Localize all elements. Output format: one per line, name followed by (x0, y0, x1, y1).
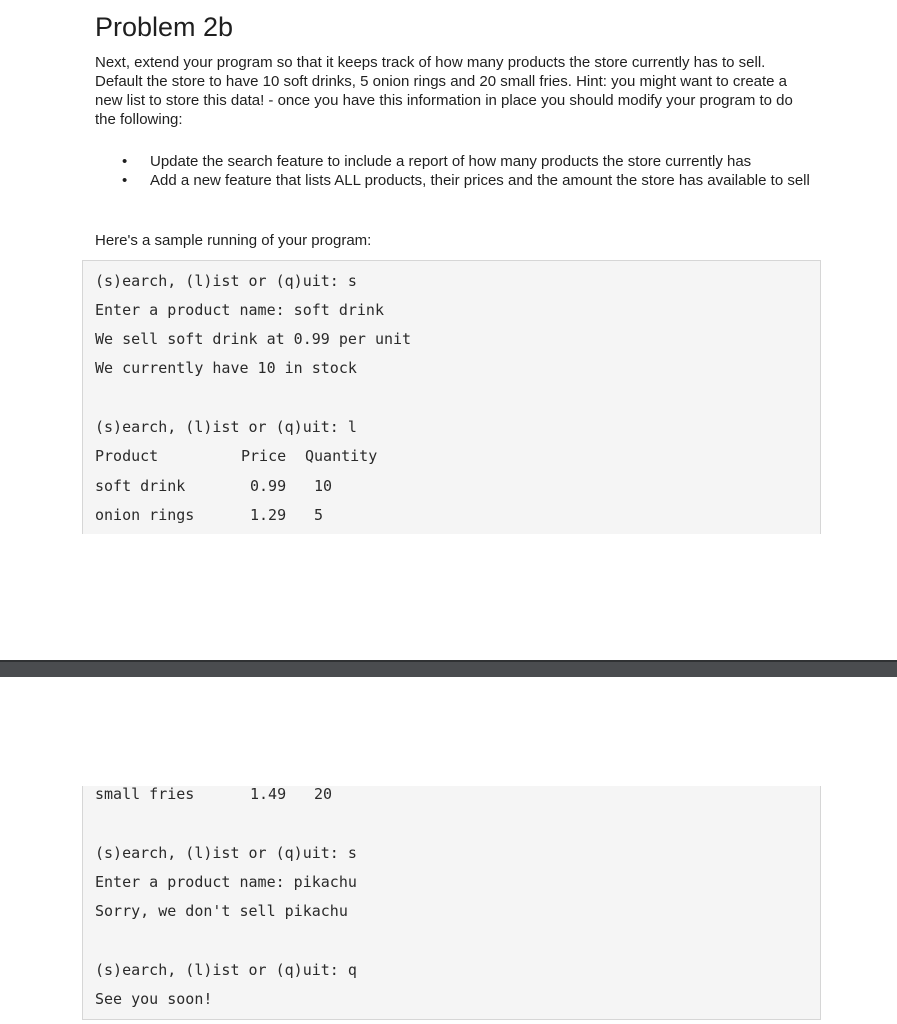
sample-output-block-upper (82, 260, 821, 534)
table-cell-product: onion rings (95, 506, 195, 524)
requirements-list (150, 152, 810, 190)
sample-output-block-lower (82, 786, 821, 1020)
table-header-product: Product (95, 447, 159, 465)
table-cell-price: 0.99 (250, 477, 287, 495)
console-line: (s)earch, (l)ist or (q)uit: s (95, 844, 357, 862)
table-cell-product: soft drink (95, 477, 186, 495)
table-cell-product: small fries (95, 785, 195, 803)
console-line: We sell soft drink at 0.99 per unit (95, 330, 412, 348)
table-cell-quantity: 10 (314, 477, 333, 495)
requirement-item: • Update the search feature to include a report of how many products the store currently has (150, 152, 810, 171)
console-line: Sorry, we don't sell pikachu (95, 902, 348, 920)
console-line: (s)earch, (l)ist or (q)uit: s (95, 272, 357, 290)
console-line: See you soon! (95, 990, 213, 1008)
requirement-item: • Add a new feature that lists ALL products, their prices and the amount the store has available to sell (150, 171, 810, 190)
console-line: Enter a product name: soft drink (95, 301, 384, 319)
page-divider-bar (0, 660, 897, 677)
page-title: Problem 2b (95, 12, 234, 42)
table-cell-quantity: 20 (314, 785, 333, 803)
table-cell-quantity: 5 (314, 506, 324, 524)
intro-paragraph: Next, extend your program so that it keeps track of how many products the store currently has to sell. Default the store to have 10 soft drinks, 5 onion rings and 20 small fries. Hint: you might want to create a new list to store this data! - once you have this information in place you should modify your program to do the following: (95, 54, 793, 128)
console-line: (s)earch, (l)ist or (q)uit: q (95, 961, 357, 979)
table-cell-price: 1.49 (250, 785, 287, 803)
table-header-price: Price (241, 447, 287, 465)
table-cell-price: 1.29 (250, 506, 287, 524)
console-line: (s)earch, (l)ist or (q)uit: l (95, 418, 357, 436)
console-line: Enter a product name: pikachu (95, 873, 357, 891)
table-header-quantity: Quantity (305, 447, 378, 465)
sample-run-label: Here's a sample running of your program: (95, 232, 372, 249)
console-line: We currently have 10 in stock (95, 359, 357, 377)
